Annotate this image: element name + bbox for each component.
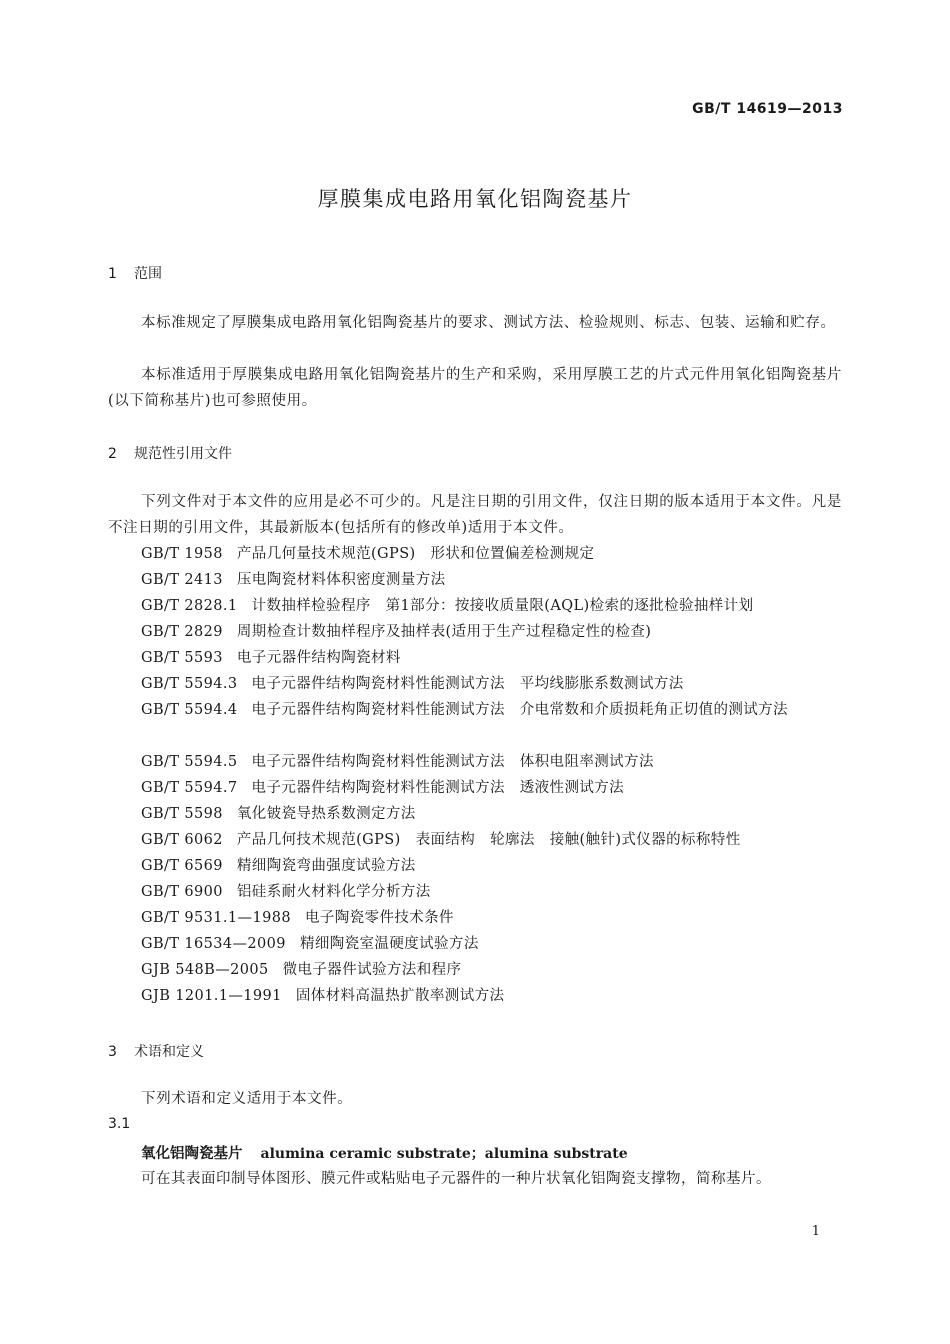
reference-code: GB/T 6900 (141, 884, 223, 900)
reference-title: 精细陶瓷弯曲强度试验方法 (236, 858, 416, 874)
reference-title: 铝硅系耐火材料化学分析方法 (236, 884, 431, 900)
reference-code: GB/T 6569 (141, 858, 223, 874)
reference-title: 精细陶瓷室温硬度试验方法 (299, 936, 479, 952)
reference-title: 产品几何量技术规范(GPS) 形状和位置偏差检测规定 (236, 546, 595, 562)
paragraph: 本标准规定了厚膜集成电路用氧化铝陶瓷基片的要求、测试方法、检验规则、标志、包装、运输和贮存。 (141, 315, 836, 331)
term-number: 3.1 (108, 1116, 131, 1132)
reference-item (141, 931, 479, 957)
reference-code: GB/T 5594.5 (141, 754, 238, 770)
reference-code: GB/T 9531.1—1988 (141, 910, 291, 926)
reference-title: 计数抽样检验程序 第1部分：按接收质量限(AQL)检索的逐批检验抽样计划 (251, 598, 754, 614)
reference-code: GB/T 2828.1 (141, 598, 238, 614)
reference-code: GB/T 6062 (141, 832, 223, 848)
reference-code: GB/T 5594.3 (141, 676, 238, 692)
reference-code: GB/T 2829 (141, 624, 223, 640)
reference-item (141, 957, 461, 983)
reference-title: 电子元器件结构陶瓷材料性能测试方法 介电常数和介质损耗角正切值的测试方法 (251, 702, 788, 718)
paragraph: 本标准适用于厚膜集成电路用氧化铝陶瓷基片的生产和采购，采用厚膜工艺的片式元件用氧化铝陶瓷基片(以下简称基片)也可参照使用。 (108, 367, 842, 409)
reference-item (141, 645, 401, 671)
page-number: 1 (811, 1224, 820, 1239)
reference-code: GB/T 16534—2009 (141, 936, 286, 952)
reference-item (141, 541, 594, 567)
reference-title: 周期检查计数抽样程序及抽样表(适用于生产过程稳定性的检查) (236, 624, 652, 640)
section-3-heading (108, 1041, 204, 1061)
reference-item (141, 775, 624, 801)
term-entry (141, 1142, 628, 1163)
section-1-heading (108, 263, 162, 283)
reference-code: GB/T 1958 (141, 546, 223, 562)
section-number: 1 (108, 266, 117, 282)
reference-code: GB/T 2413 (141, 572, 223, 588)
reference-code: GB/T 5593 (141, 650, 223, 666)
term-chinese: 氧化铝陶瓷基片 (141, 1146, 243, 1162)
reference-item (141, 853, 416, 879)
reference-title: 微电子器件试验方法和程序 (282, 962, 462, 978)
reference-title: 氧化铍瓷导热系数测定方法 (236, 806, 416, 822)
reference-title: 电子元器件结构陶瓷材料 (236, 650, 401, 666)
reference-item (141, 619, 651, 645)
reference-title: 产品几何技术规范(GPS) 表面结构 轮廓法 接触(触针)式仪器的标称特性 (236, 832, 741, 848)
reference-title: 压电陶瓷材料体积密度测量方法 (236, 572, 446, 588)
term-english: alumina ceramic substrate；alumina substrate (260, 1146, 628, 1162)
reference-item (141, 879, 431, 905)
section-number: 2 (108, 446, 117, 462)
reference-code: GB/T 5594.4 (141, 702, 238, 718)
reference-item (141, 983, 504, 1009)
reference-title: 固体材料高温热扩散率测试方法 (295, 988, 505, 1004)
reference-title: 电子元器件结构陶瓷材料性能测试方法 体积电阻率测试方法 (251, 754, 654, 770)
reference-item (141, 671, 684, 697)
reference-code: GJB 548B—2005 (141, 962, 269, 978)
paragraph: 下列术语和定义适用于本文件。 (141, 1091, 353, 1107)
section-title: 术语和定义 (134, 1044, 204, 1060)
section-title: 范围 (134, 266, 162, 282)
reference-item (141, 905, 454, 931)
reference-code: GJB 1201.1—1991 (141, 988, 282, 1004)
section-2-heading (108, 443, 232, 463)
section-number: 3 (108, 1044, 117, 1060)
reference-item (141, 593, 753, 619)
reference-title: 电子陶瓷零件技术条件 (304, 910, 454, 926)
reference-item (141, 749, 654, 775)
reference-title: 电子元器件结构陶瓷材料性能测试方法 平均线膨胀系数测试方法 (251, 676, 684, 692)
reference-code: GB/T 5598 (141, 806, 223, 822)
reference-item (141, 567, 446, 593)
reference-code: GB/T 5594.7 (141, 780, 238, 796)
reference-title: 电子元器件结构陶瓷材料性能测试方法 透液性测试方法 (251, 780, 625, 796)
document-title: 厚膜集成电路用氧化铝陶瓷基片 (317, 187, 633, 211)
paragraph: 下列文件对于本文件的应用是必不可少的。凡是注日期的引用文件，仅注日期的版本适用于本文件。凡是不注日期的引用文件，其最新版本(包括所有的修改单)适用于本文件。 (108, 494, 842, 536)
term-definition: 可在其表面印制导体图形、膜元件或粘贴电子元器件的一种片状氧化铝陶瓷支撑物，简称基片。 (141, 1171, 771, 1187)
section-title: 规范性引用文件 (134, 446, 232, 462)
reference-item (141, 801, 416, 827)
reference-item (108, 697, 842, 723)
reference-item (141, 827, 741, 853)
standard-number: GB/T 14619—2013 (692, 101, 843, 117)
